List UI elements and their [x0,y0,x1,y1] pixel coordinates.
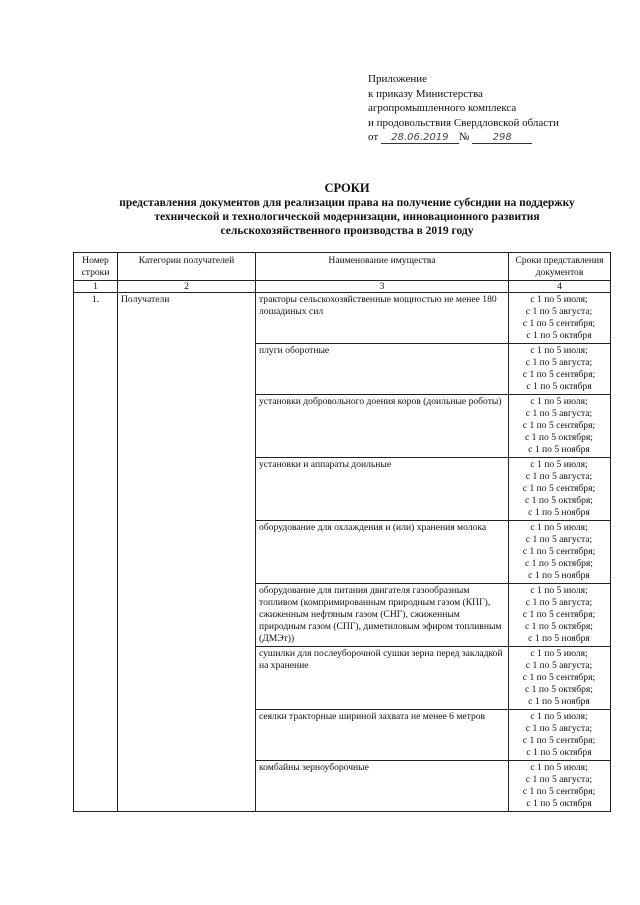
deadline-entry: с 1 по 5 октября [526,381,592,392]
title-line-2: технической и технологической модернизации, инновационного развития [154,211,540,223]
deadline-entry: с 1 по 5 октября; [525,558,593,569]
recipient-category: Получатели [118,293,256,812]
deadline-entry: с 1 по 5 сентября; [522,369,596,380]
deadline-entry: с 1 по 5 августа; [525,534,593,545]
deadline-entry: с 1 по 5 ноября [528,570,590,581]
deadline-entry: с 1 по 5 сентября; [522,420,596,431]
deadline-entry: с 1 по 5 октября; [525,621,593,632]
deadline-entry: с 1 по 5 октября; [525,684,593,695]
property-name: установки добровольного доения коров (доильные роботы) [256,395,509,458]
appendix-line-2: к приказу Министерства [368,87,483,100]
deadline-entry: с 1 по 5 августа; [525,471,593,482]
table-row [74,293,611,344]
deadline-entry: с 1 по 5 сентября; [522,786,596,797]
deadline-cell [509,647,611,710]
row-number: 1. [74,293,118,812]
property-name: оборудование для охлаждения и (или) хранения молока [256,521,509,584]
title-line-3: сельскохозяйственного производства в 2019 году [220,225,474,237]
deadline-entry: с 1 по 5 июля; [530,459,588,470]
header-property: Наименование имущества [256,253,509,281]
header-row-number: Номер строки [74,253,118,281]
deadline-entry: с 1 по 5 октября; [525,495,593,506]
property-name: комбайны зерноуборочные [256,761,509,812]
appendix-line-1: Приложение [368,73,428,85]
property-name: плуги оборотные [256,344,509,395]
deadline-entry: с 1 по 5 ноября [528,696,590,707]
deadline-entry: с 1 по 5 сентября; [522,672,596,683]
deadline-entry: с 1 по 5 октября [526,798,592,809]
deadline-entry: с 1 по 5 августа; [525,597,593,608]
deadline-entry: с 1 по 5 августа; [525,306,593,317]
title-line-1: представления документов для реализации права на получение субсидии на поддержку [119,197,575,209]
deadline-entry: с 1 по 5 сентября; [522,546,596,557]
deadline-entry: с 1 по 5 октября [526,747,592,758]
deadline-entry: с 1 по 5 сентября; [522,609,596,620]
deadline-cell [509,521,611,584]
handwritten-date: 28.06.2019 [381,132,459,144]
deadline-entry: с 1 по 5 июля; [530,762,588,773]
table-header-row [74,253,611,281]
column-number: 4 [509,281,611,293]
deadline-entry: с 1 по 5 августа; [525,774,593,785]
deadline-cell [509,584,611,647]
appendix-block [368,72,608,145]
header-deadlines: Сроки представления документов [509,253,611,281]
deadline-entry: с 1 по 5 августа; [525,408,593,419]
appendix-line-4: и продовольствия Свердловской области [368,116,559,129]
deadline-entry: с 1 по 5 октября [526,330,592,341]
header-category: Категории получателей [118,253,256,281]
title-main: СРОКИ [324,181,370,195]
table-body [74,293,611,812]
order-date-line [368,130,608,145]
deadline-cell [509,395,611,458]
property-name: оборудование для питания двигателя газообразным топливом (компримированным природным газом (КПГ), сжиженным нефтяным газом (СНГ), сжиженным природным газом (СПГ), диметиловым эфиром топливным (ДМЭт)) [256,584,509,647]
from-label: от [368,131,379,143]
deadline-entry: с 1 по 5 августа; [525,660,593,671]
column-number-row [74,281,611,293]
appendix-line-3: агропромышленного комплекса [368,102,517,114]
handwritten-number: 298 [472,132,532,144]
deadline-entry: с 1 по 5 сентября; [522,735,596,746]
property-name: сушилки для послеуборочной сушки зерна перед закладкой на хранение [256,647,509,710]
deadline-entry: с 1 по 5 июля; [530,294,588,305]
deadline-cell [509,458,611,521]
deadline-cell [509,344,611,395]
deadline-entry: с 1 по 5 ноября [528,507,590,518]
document-title [60,181,634,238]
deadline-entry: с 1 по 5 сентября; [522,318,596,329]
column-number: 3 [256,281,509,293]
deadline-cell [509,761,611,812]
deadline-entry: с 1 по 5 июля; [530,396,588,407]
column-number: 2 [118,281,256,293]
property-name: сеялки тракторные шириной захвата не менее 6 метров [256,710,509,761]
property-name: тракторы сельскохозяйственные мощностью не менее 180 лошадиных сил [256,293,509,344]
deadline-entry: с 1 по 5 октября; [525,432,593,443]
number-label: № [458,131,470,143]
deadline-entry: с 1 по 5 июля; [530,711,588,722]
deadline-cell [509,710,611,761]
deadline-entry: с 1 по 5 июля; [530,585,588,596]
deadline-entry: с 1 по 5 августа; [525,357,593,368]
deadline-entry: с 1 по 5 июля; [530,522,588,533]
deadline-entry: с 1 по 5 сентября; [522,483,596,494]
deadline-cell [509,293,611,344]
property-name: установки и аппараты доильные [256,458,509,521]
deadline-entry: с 1 по 5 июля; [530,648,588,659]
deadline-entry: с 1 по 5 ноября [528,633,590,644]
deadline-entry: с 1 по 5 августа; [525,723,593,734]
column-number: 1 [74,281,118,293]
deadlines-table [73,252,611,812]
deadline-entry: с 1 по 5 ноября [528,444,590,455]
deadline-entry: с 1 по 5 июля; [530,345,588,356]
